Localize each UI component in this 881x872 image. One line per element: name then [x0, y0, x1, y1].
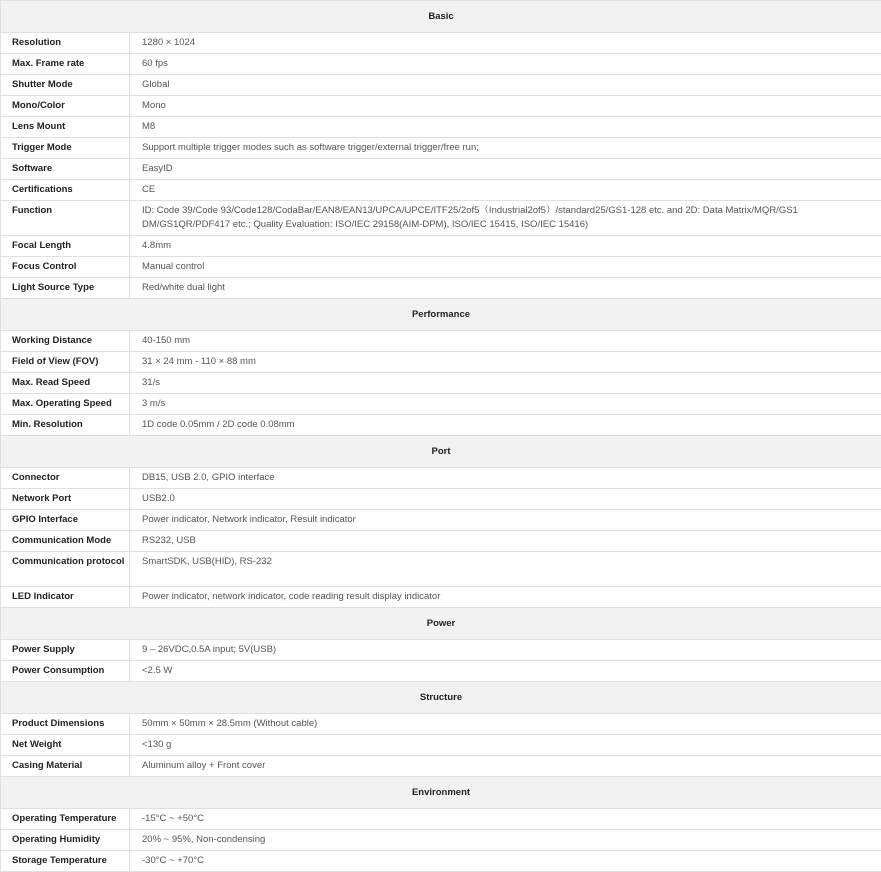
spec-value: Mono: [130, 96, 881, 117]
spec-row: [1, 180, 881, 201]
spec-label: Function: [1, 201, 130, 236]
spec-row: [1, 510, 881, 531]
spec-value: 1D code 0.05mm / 2D code 0.08mm: [130, 415, 881, 436]
spec-label: Communication Mode: [1, 531, 130, 552]
spec-label: Connector: [1, 468, 130, 489]
spec-row: [1, 640, 881, 661]
spec-row: [1, 75, 881, 96]
spec-value: -30°C ~ +70°C: [130, 851, 881, 872]
spec-row: [1, 735, 881, 756]
spec-label: LED Indicator: [1, 587, 130, 608]
section-header-structure: [1, 682, 881, 714]
spec-row: [1, 468, 881, 489]
spec-label: Product Dimensions: [1, 714, 130, 735]
section-title: Power: [1, 608, 881, 640]
section-header-port: [1, 436, 881, 468]
spec-value: Power indicator, Network indicator, Result indicator: [130, 510, 881, 531]
spec-value: <130 g: [130, 735, 881, 756]
spec-value: 20% ~ 95%, Non-condensing: [130, 830, 881, 851]
section-header-performance: [1, 299, 881, 331]
section-header-environment: [1, 777, 881, 809]
spec-label: Network Port: [1, 489, 130, 510]
section-title: Basic: [1, 1, 881, 33]
spec-label: GPIO Interface: [1, 510, 130, 531]
spec-row: [1, 352, 881, 373]
spec-value: Support multiple trigger modes such as software trigger/external trigger/free run;: [130, 138, 881, 159]
spec-label: Certifications: [1, 180, 130, 201]
spec-label: Resolution: [1, 33, 130, 54]
spec-label: Software: [1, 159, 130, 180]
spec-label: Communication protocol: [1, 552, 130, 587]
section-title: Port: [1, 436, 881, 468]
spec-value: 3 m/s: [130, 394, 881, 415]
spec-label: Storage Temperature: [1, 851, 130, 872]
spec-label: Focal Length: [1, 236, 130, 257]
spec-row: [1, 756, 881, 777]
spec-label: Net Weight: [1, 735, 130, 756]
spec-label: Shutter Mode: [1, 75, 130, 96]
spec-row: [1, 830, 881, 851]
spec-label: Power Consumption: [1, 661, 130, 682]
spec-label: Max. Frame rate: [1, 54, 130, 75]
spec-value: EasyID: [130, 159, 881, 180]
spec-row: [1, 96, 881, 117]
spec-row: [1, 117, 881, 138]
spec-row: [1, 661, 881, 682]
spec-value: 31 × 24 mm - 110 × 88 mm: [130, 352, 881, 373]
spec-value: 9 – 26VDC,0.5A input; 5V(USB): [130, 640, 881, 661]
spec-value: Power indicator, network indicator, code reading result display indicator: [130, 587, 881, 608]
spec-value: 60 fps: [130, 54, 881, 75]
spec-label: Max. Read Speed: [1, 373, 130, 394]
spec-label: Trigger Mode: [1, 138, 130, 159]
spec-row: [1, 257, 881, 278]
spec-value: M8: [130, 117, 881, 138]
spec-row: [1, 489, 881, 510]
spec-label: Focus Control: [1, 257, 130, 278]
spec-label: Power Supply: [1, 640, 130, 661]
section-header-basic: [1, 1, 881, 33]
spec-label: Max. Operating Speed: [1, 394, 130, 415]
spec-row: [1, 159, 881, 180]
spec-label: Min. Resolution: [1, 415, 130, 436]
spec-table-body: [1, 1, 881, 872]
spec-row: [1, 201, 881, 236]
spec-label: Working Distance: [1, 331, 130, 352]
spec-row: [1, 54, 881, 75]
spec-row: [1, 552, 881, 587]
spec-row: [1, 394, 881, 415]
spec-value: USB2.0: [130, 489, 881, 510]
spec-row: [1, 373, 881, 394]
spec-row: [1, 236, 881, 257]
section-title: Environment: [1, 777, 881, 809]
spec-row: [1, 138, 881, 159]
spec-row: [1, 531, 881, 552]
spec-label: Mono/Color: [1, 96, 130, 117]
spec-value: 1280 × 1024: [130, 33, 881, 54]
spec-label: Field of View (FOV): [1, 352, 130, 373]
spec-value: Manual control: [130, 257, 881, 278]
spec-row: [1, 415, 881, 436]
spec-value: Global: [130, 75, 881, 96]
spec-label: Operating Humidity: [1, 830, 130, 851]
spec-row: [1, 278, 881, 299]
spec-value: Red/white dual light: [130, 278, 881, 299]
spec-row: [1, 851, 881, 872]
spec-row: [1, 331, 881, 352]
section-header-power: [1, 608, 881, 640]
spec-value: DB15, USB 2.0, GPIO interface: [130, 468, 881, 489]
spec-value: 40-150 mm: [130, 331, 881, 352]
spec-value: Aluminum alloy + Front cover: [130, 756, 881, 777]
spec-value: -15°C ~ +50°C: [130, 809, 881, 830]
spec-label: Casing Material: [1, 756, 130, 777]
spec-label: Lens Mount: [1, 117, 130, 138]
spec-value: ID: Code 39/Code 93/Code128/CodaBar/EAN8/EAN13/UPCA/UPCE/ITF25/2of5（Industrial2of5）/standard25/GS1-128 etc. and 2D: Data Matrix/MQR/GS1 DM/GS1QR/PDF417 etc.; Quality Evaluation: ISO/IEC 29158(AIM-DPM), ISO/IEC 15415, ISO/IEC 15416): [130, 201, 881, 236]
spec-value: CE: [130, 180, 881, 201]
spec-value: 50mm × 50mm × 28.5mm (Without cable): [130, 714, 881, 735]
spec-row: [1, 809, 881, 830]
spec-row: [1, 33, 881, 54]
spec-row: [1, 714, 881, 735]
spec-value: <2.5 W: [130, 661, 881, 682]
spec-value: RS232, USB: [130, 531, 881, 552]
spec-value: SmartSDK, USB(HID), RS-232: [130, 552, 881, 587]
section-title: Structure: [1, 682, 881, 714]
spec-value: 4.8mm: [130, 236, 881, 257]
section-title: Performance: [1, 299, 881, 331]
spec-label: Operating Temperature: [1, 809, 130, 830]
spec-value: 31/s: [130, 373, 881, 394]
spec-label: Light Source Type: [1, 278, 130, 299]
spec-row: [1, 587, 881, 608]
